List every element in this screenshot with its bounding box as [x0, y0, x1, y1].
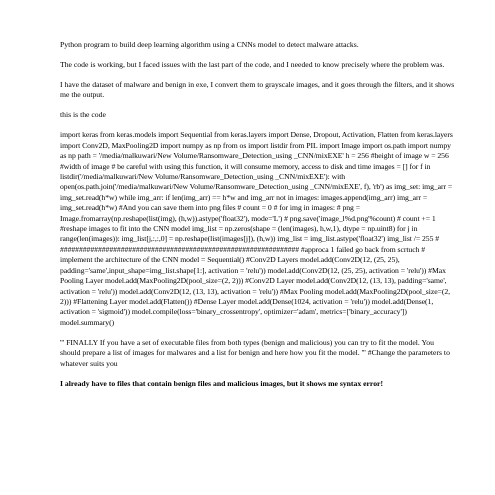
paragraph-error-note: I already have to files that contain benign files and malicious images, but it shows me syntax error! [60, 378, 384, 388]
paragraph-problem: The code is working, but I faced issues with the last part of the code, and I needed to know precisely where the problem was. [60, 60, 445, 69]
paragraph-intro: Python program to build deep learning algorithm using a CNNs model to detect malware attacks. [60, 40, 359, 49]
paragraph-dataset: I have the dataset of malware and benign in exe, I convert them to grayscale images, and it goes through the filters, and it shows me the output. [60, 80, 455, 100]
paragraph-code: import keras from keras.models import Sequential from keras.layers import Dense, Dropout, Activation, Flatten from keras.layers import Conv2D, MaxPooling2D import numpy as np from os import listdir from PIL import Image import os.path import numpy as np path = '/media/malkuwari/New Volume/Ransomware_Detection_using _CNN/mixEXE' h = 256 #height of image w = 256 #width of image # be careful with using this function, it will consume memory, access to disk and time images = [] for f in listdir('/media/malkuwari/New Volume/Ransomware_Detection_using _CNN/mixEXE'): with open(os.path.join('/media/malkuwari/New Volume/Ransomware_Detection_using _CNN/mixEXE', f), 'rb') as img_set: img_arr = img_set.read(h*w) while img_arr: if len(img_arr) == h*w and img_arr not in images: images.append(img_arr) img_arr = img_set.read(h*w) #And you can save them into png files # count = 0 # for img in images: # png = Image.fromarray(np.reshape(list(img), (h,w)).astype('float32'), mode='L') # png.save('image_l%d.png'%count) # count += 1 #reshape images to fit into the CNN model img_list = np.zeros(shape = (len(images), h,w,1), dtype = np.uint8) for j in range(len(images)): img_list[j,:,:,0] = np.reshape(list(images[j]), (h,w)) img_list = img_list.astype('float32') img_list /= 255 # ############################################################### #approca 1 failed go back from scrtuch # implement the architecture of the CNN model = Sequential() #Conv2D Layers model.add(Conv2D(12, (25, 25), padding='same',input_shape=img_list.shape[1:], activation = 'relu')) model.add(Conv2D(12, (25, 25), activation = 'relu')) #Max Pooling Layer model.add(MaxPooling2D(pool_size=(2, 2))) #Conv2D Layer model.add(Conv2D(12, (13, 13), padding='same', activation = 'relu')) model.add(Conv2D(12, (13, 13), activation = 'relu')) #Max Pooling model.add(MaxPooling2D(pool_size=(2, 2))) #Flattening Layer model.add(Flatten()) #Dense Layer model.add(Dense(1024, activation = 'relu')) model.add(Dense(1, activation = 'sigmoid')) model.compile(loss='binary_crossentropy', optimizer='adam', metrics=['binary_accuracy']) model.summary() [60, 130, 453, 327]
paragraph-finally: ''' FINALLY If you have a set of executable files from both types (benign and malicious) you can try to fit the model. You should prepare a list of images for malwares and a list for benign and here how you fit the model. ''' #Change the parameters to whatever suits you [60, 337, 450, 368]
paragraph-code-heading: this is the code [60, 110, 106, 120]
